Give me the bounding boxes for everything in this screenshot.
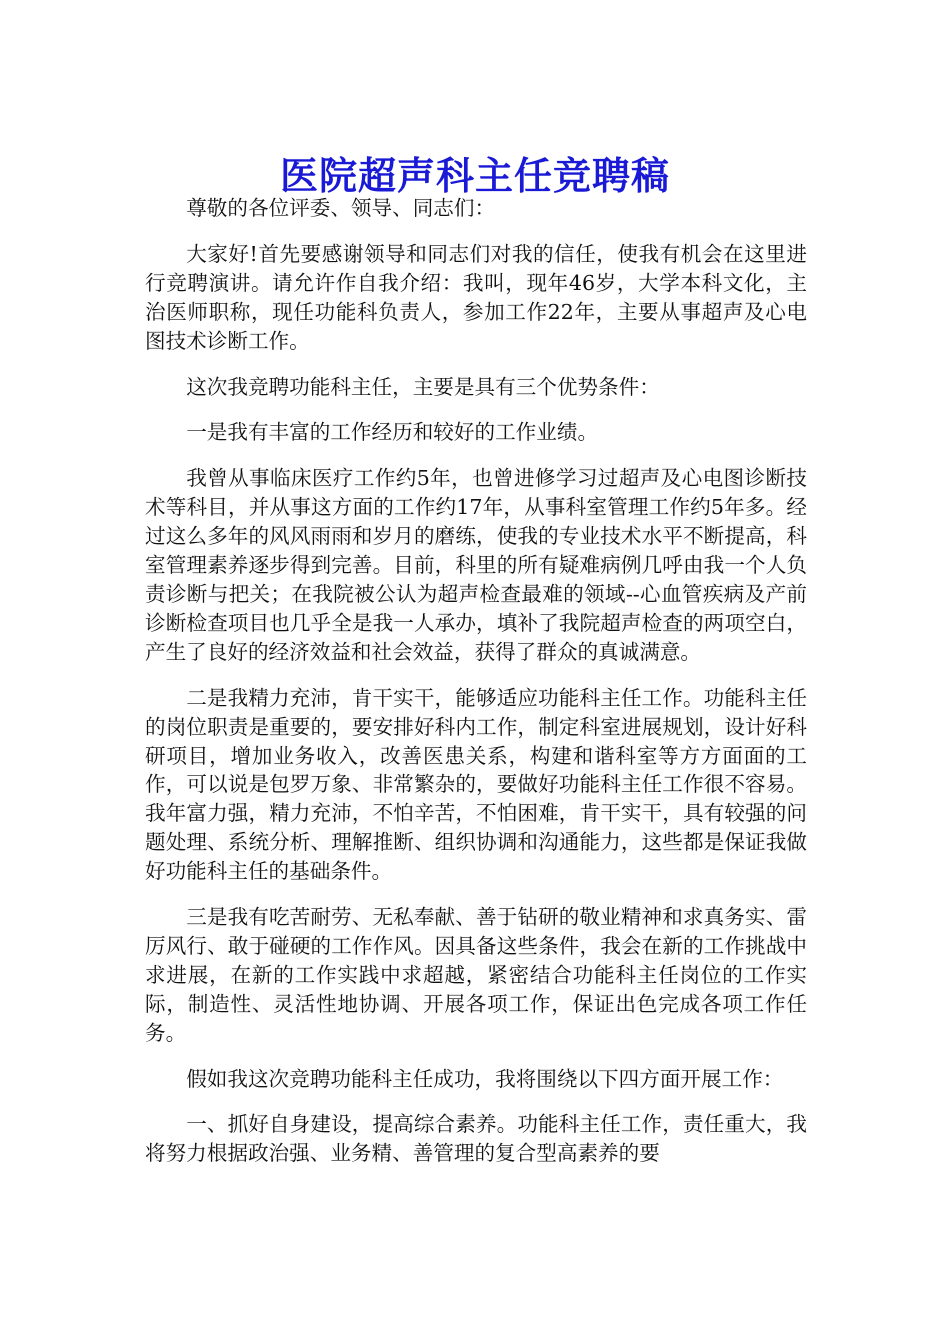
document-title: 医院超声科主任竞聘稿 xyxy=(279,153,670,199)
document-body xyxy=(145,194,807,1185)
paragraph-advantages-intro: 这次我竞聘功能科主任，主要是具有三个优势条件： xyxy=(186,374,660,399)
paragraph-plan-intro: 假如我这次竞聘功能科主任成功，我将围绕以下四方面开展工作： xyxy=(186,1066,784,1091)
paragraph-plan-one: 一、抓好自身建设，提高综合素养。功能科主任工作，责任重大，我将努力根据政治强、业务精、善管理的复合型高素养的要 xyxy=(145,1112,807,1166)
paragraph-introduction: 大家好!首先要感谢领导和同志们对我的信任，使我有机会在这里进行竞聘演讲。请允许作自我介绍：我叫，现年46岁，大学本科文化，主治医师职称，现任功能科负责人，参加工作22年，主要从事超声及心电图技术诊断工作。 xyxy=(145,241,807,353)
paragraph-salutation: 尊敬的各位评委、领导、同志们： xyxy=(186,196,496,220)
paragraph-advantage-three: 三是我有吃苦耐劳、无私奉献、善于钻研的敬业精神和求真务实、雷厉风行、敢于碰硬的工作作风。因具备这些条件，我会在新的工作挑战中求进展，在新的工作实践中求超越，紧密结合功能科主任岗位的工作实际，制造性、灵活性地协调、开展各项工作，保证出色完成各项工作任务。 xyxy=(145,905,807,1045)
paragraph-advantage-two: 二是我精力充沛，肯干实干，能够适应功能科主任工作。功能科主任的岗位职责是重要的，要安排好科内工作，制定科室进展规划，设计好科研项目，增加业务收入，改善医患关系，构建和谐科室等方方面面的工作，可以说是包罗万象、非常繁杂的，要做好功能科主任工作很不容易。我年富力强，精力充沛，不怕辛苦，不怕困难，肯干实干，具有较强的问题处理、系统分析、理解推断、组织协调和沟通能力，这些都是保证我做好功能科主任的基础条件。 xyxy=(145,685,807,884)
paragraph-advantage-one: 一是我有丰富的工作经历和较好的工作业绩。 xyxy=(186,420,599,445)
paragraph-experience: 我曾从事临床医疗工作约5年，也曾进修学习过超声及心电图诊断技术等科目，并从事这方面的工作约17年，从事科室管理工作约5年多。经过这么多年的风风雨雨和岁月的磨练，使我的专业技术水平不断提高，科室管理素养逐步得到完善。目前，科里的所有疑难病例几呼由我一个人负责诊断与把关；在我院被公认为超声检查最难的领域--心血管疾病及产前诊断检查项目也几乎全是我一人承办，填补了我院超声检查的两项空白，产生了良好的经济效益和社会效益，获得了群众的真诚满意。 xyxy=(145,466,807,664)
